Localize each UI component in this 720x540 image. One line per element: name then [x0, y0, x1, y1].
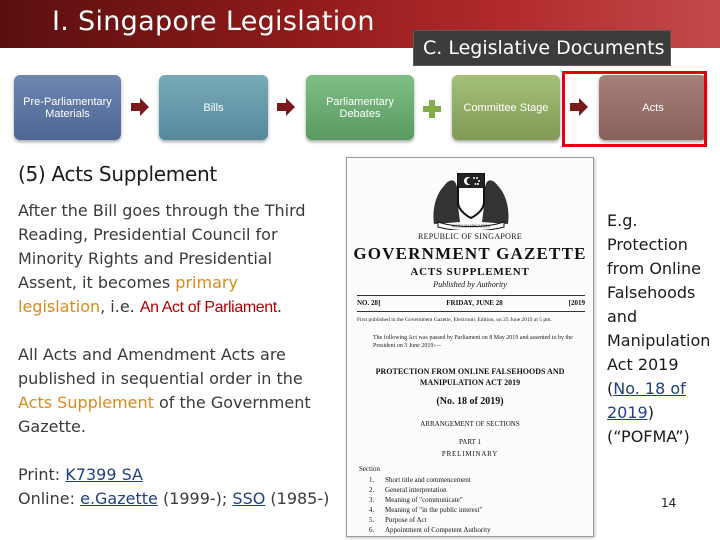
toc-item: 4. Meaning of "in the public interest": [369, 506, 483, 514]
act-of-parliament-term: An Act of Parliament: [139, 299, 277, 316]
text: , i.e.: [100, 297, 140, 316]
svg-text:MAJULAH SINGAPURA: MAJULAH SINGAPURA: [451, 224, 491, 229]
act-number-link[interactable]: No. 18 of 2019: [607, 379, 686, 422]
toc-item: 1. Short title and commencement: [369, 476, 471, 484]
text: All Acts and Amendment Acts are published in sequential order in the: [18, 345, 303, 388]
example-text: [607, 209, 715, 449]
gazette-meta-row: [357, 299, 585, 307]
egazette-range: (1999-);: [157, 489, 233, 508]
acts-supplement-term: Acts Supplement: [18, 393, 154, 412]
arrow-right-icon: [130, 97, 150, 117]
online-line: [18, 487, 330, 511]
acts-highlight-box: [562, 71, 707, 147]
gazette-supplement: ACTS SUPPLEMENT: [410, 266, 530, 278]
process-step-parliamentary-debates: Parliamentary Debates: [306, 75, 414, 140]
section-tag: C. Legislative Documents: [413, 30, 671, 66]
sso-range: (1985-): [265, 489, 330, 508]
process-step-committee-stage: Committee Stage: [452, 75, 560, 140]
gazette-section-label: Section: [359, 465, 380, 473]
print-line: [18, 463, 330, 487]
gazette-title: GOVERNMENT GAZETTE: [353, 244, 587, 263]
gazette-number: NO. 28]: [357, 299, 381, 307]
gazette-preliminary: PRELIMINARY: [441, 450, 499, 458]
sso-link[interactable]: SSO: [232, 489, 266, 508]
gazette-document-image: [346, 157, 594, 537]
toc-item: 3. Meaning of "communicate": [369, 496, 463, 504]
text: After the Bill goes through the Third Reading, Presidential Council for Minority Rights and Presidential Assent, it becomes: [18, 201, 306, 292]
print-label: Print:: [18, 465, 66, 484]
plus-icon: [422, 99, 442, 119]
gazette-first-published: First published in the Government Gazette, Electronic Edition, on 25 June 2019 at 5 pm.: [357, 317, 552, 323]
gazette-part: PART 1: [459, 438, 481, 446]
toc-item: 5. Purpose of Act: [369, 516, 427, 524]
text: .: [276, 297, 282, 316]
divider: [357, 295, 585, 296]
page-number: 14: [661, 496, 677, 510]
gazette-act-title: PROTECTION FROM ONLINE FALSEHOODS AND MANIPULATION ACT 2019: [375, 367, 565, 387]
online-label: Online:: [18, 489, 81, 508]
gazette-act-number: (No. 18 of 2019): [436, 396, 504, 407]
gazette-published-by: Published by Authority: [433, 280, 507, 289]
call-number-link[interactable]: K7399 SA: [65, 465, 143, 484]
process-step-pre-parliamentary: Pre-Parliamentary Materials: [14, 75, 121, 140]
primary-legislation-term: primary legislation: [18, 273, 238, 316]
toc-item: 2. General interpretation: [369, 486, 447, 494]
divider: [357, 311, 585, 312]
toc-item: 6. Appointment of Competent Authority: [369, 526, 491, 534]
availability-info: [18, 463, 330, 511]
paragraph-primary-legislation: [18, 199, 330, 320]
egazette-link[interactable]: e.Gazette: [80, 489, 158, 508]
gazette-year: [2019: [568, 299, 585, 307]
text: of the Government Gazette.: [18, 393, 311, 436]
gazette-republic: REPUBLIC OF SINGAPORE: [417, 232, 523, 241]
gazette-arrangement: ARRANGEMENT OF SECTIONS: [420, 420, 520, 428]
text: E.g. Protection from Online Falsehoods and Manipulation Act 2019 (: [607, 211, 711, 398]
process-step-bills: Bills: [159, 75, 268, 140]
arrow-right-icon: [276, 97, 296, 117]
slide-title: I. Singapore Legislation: [52, 6, 375, 37]
gazette-toc: [369, 475, 579, 535]
process-step-acts: Acts: [599, 75, 707, 140]
section-heading: (5) Acts Supplement: [18, 162, 217, 186]
paragraph-acts-supplement: [18, 343, 330, 439]
text: ) (“POFMA”): [607, 403, 690, 446]
gazette-date: FRIDAY, JUNE 28: [446, 299, 503, 307]
singapore-coat-of-arms-icon: [426, 164, 516, 230]
gazette-intro: The following Act was passed by Parliament on 8 May 2019 and assented to by the President on 3 June 2019:—: [373, 335, 573, 349]
